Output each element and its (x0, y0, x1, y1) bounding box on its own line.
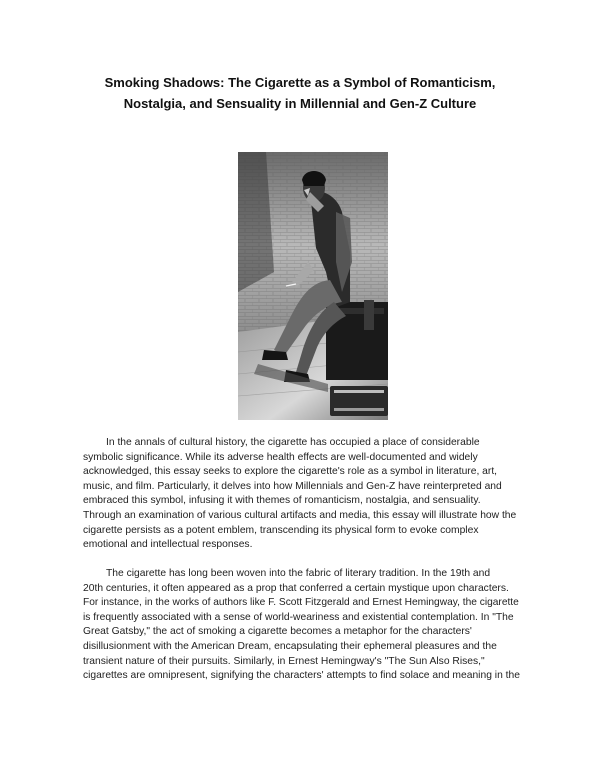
text-line: embraced this symbol, infusing it with themes of romanticism, nostalgia, and sensuality. (83, 495, 481, 507)
text-line: cigarettes are omnipresent, signifying the characters' attempts to find solace and meaning in the (83, 670, 520, 682)
text-line: cigarette persists as a potent emblem, transcending its physical form to evoke complex (83, 524, 479, 536)
text-line: music, and film. Particularly, it delves into how Millennials and Gen-Z have reinterpreted and (83, 480, 502, 492)
text-line: is frequently associated with a sense of world-weariness and existential contemplation. In "The (83, 611, 514, 623)
text-line: disillusionment with the American Dream, encapsulating their ephemeral pleasures and the (83, 640, 497, 652)
paragraph-2 (83, 567, 523, 684)
text-line: Through an examination of various cultural artifacts and media, this essay will illustrate how the (83, 509, 517, 521)
text-line: acknowledged, this essay seeks to explore the cigarette's role as a symbol in literature, art, (83, 466, 498, 478)
smoking-man-photo (238, 152, 388, 420)
text-line: emotional and intellectual responses. (83, 539, 253, 551)
text-line: 20th centuries, it often appeared as a prop that conferred a certain mystique upon characters. (83, 582, 509, 594)
text-line: The cigarette has long been woven into the fabric of literary tradition. In the 19th and (106, 568, 491, 579)
text-line: transient nature of their pursuits. Similarly, in Ernest Hemingway's "The Sun Also Rises," (83, 655, 485, 667)
text-line: For instance, in the works of authors like F. Scott Fitzgerald and Ernest Hemingway, the cigarette (83, 597, 519, 609)
title-line-1: Smoking Shadows: The Cigarette as a Symbol of Romanticism, (104, 75, 496, 90)
text-line: symbolic significance. While its adverse health effects are well-documented and widely (83, 451, 478, 463)
text-line: In the annals of cultural history, the cigarette has occupied a place of considerable (106, 437, 480, 448)
text-line: Great Gatsby," the act of smoking a cigarette becomes a metaphor for the characters' (83, 626, 472, 638)
paragraph-1 (83, 436, 523, 553)
document-title (60, 72, 540, 114)
title-line-2: Nostalgia, and Sensuality in Millennial and Gen-Z Culture (123, 96, 477, 111)
